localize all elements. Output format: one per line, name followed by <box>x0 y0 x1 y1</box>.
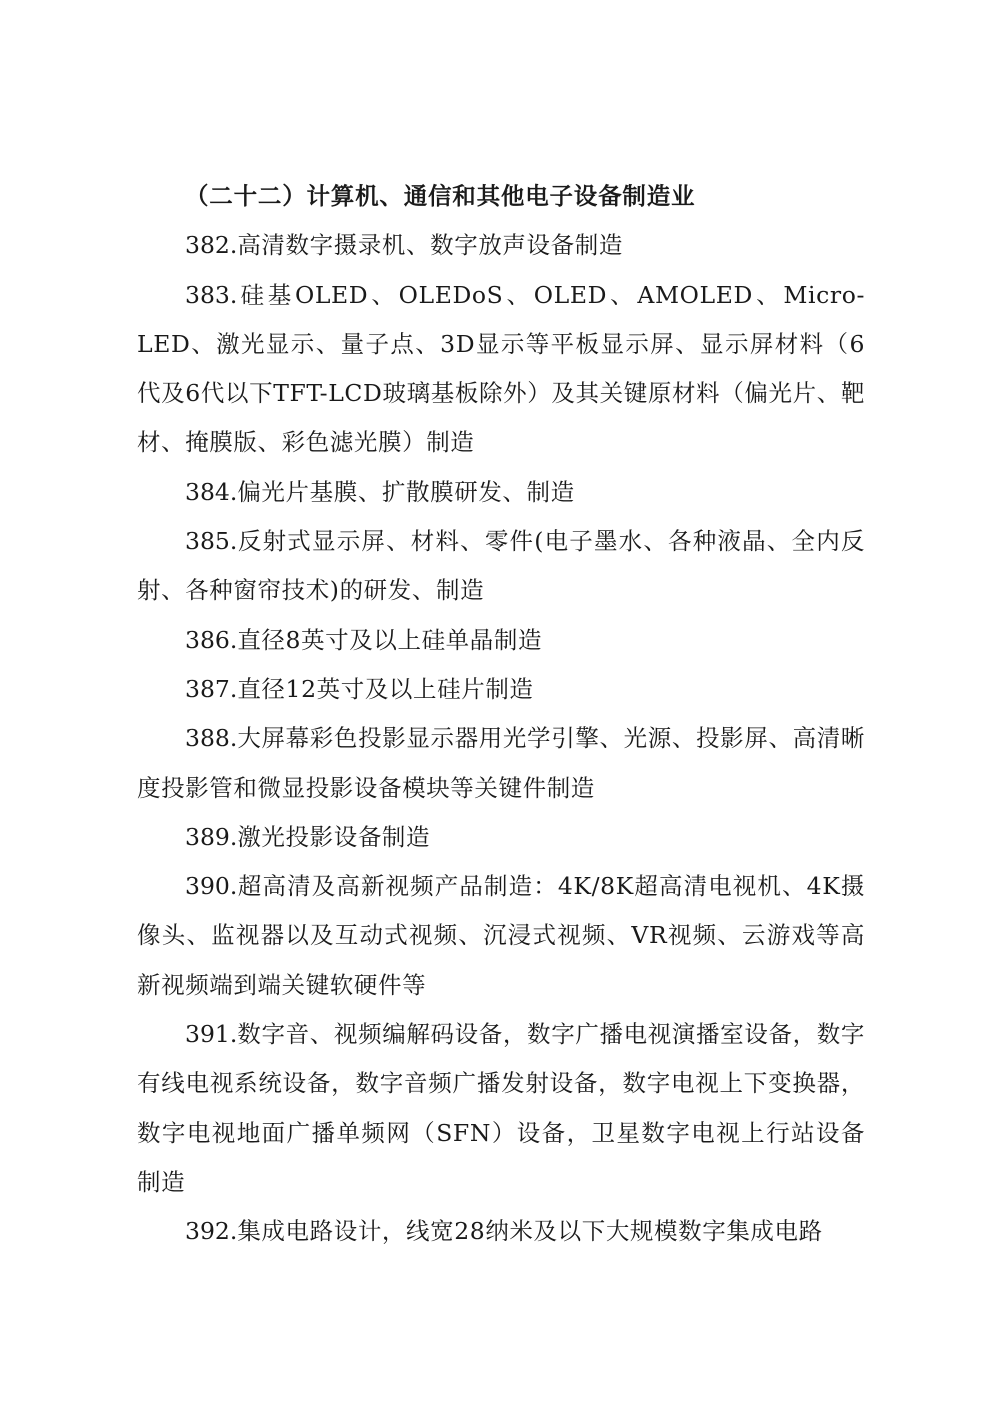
item-text: 数字音、视频编解码设备，数字广播电视演播室设备，数字有线电视系统设备，数字音频广播发射设备，数字电视上下变换器，数字电视地面广播单频网（SFN）设备，卫星数字电视上行站设备制造 <box>137 1020 865 1196</box>
list-item <box>137 862 865 1010</box>
item-text: 硅基OLED、OLEDoS、OLED、AMOLED、Micro-LED、激光显示、量子点、3D显示等平板显示屏、显示屏材料（6代及6代以下TFT-LCD玻璃基板除外）及其关键原材料（偏光片、靶材、掩膜版、彩色滤光膜）制造 <box>137 280 865 457</box>
section-heading: （二十二）计算机、通信和其他电子设备制造业 <box>185 182 696 210</box>
item-number: 387. <box>185 674 238 703</box>
list-item <box>137 665 865 714</box>
item-number: 384. <box>185 477 238 506</box>
document-body <box>137 172 865 1257</box>
item-number: 391. <box>185 1020 238 1049</box>
item-text: 集成电路设计，线宽28纳米及以下大规模数字集成电路 <box>237 1217 823 1246</box>
item-text: 反射式显示屏、材料、零件(电子墨水、各种液晶、全内反射、各种窗帘技术)的研发、制造 <box>137 527 865 605</box>
list-item <box>137 517 865 616</box>
item-text: 超高清及高新视频产品制造：4K/8K超高清电视机、4K摄像头、监视器以及互动式视频、沉浸式视频、VR视频、云游戏等高新视频端到端关键软硬件等 <box>137 872 865 999</box>
item-text: 高清数字摄录机、数字放声设备制造 <box>237 231 623 260</box>
item-text: 直径8英寸及以上硅单晶制造 <box>237 625 543 654</box>
item-number: 388. <box>185 724 238 753</box>
list-item <box>137 1207 865 1256</box>
item-text: 偏光片基膜、扩散膜研发、制造 <box>237 477 575 506</box>
item-text: 直径12英寸及以上硅片制造 <box>237 674 534 703</box>
list-item <box>137 468 865 517</box>
list-item <box>137 1010 865 1207</box>
list-item <box>137 813 865 862</box>
item-text: 大屏幕彩色投影显示器用光学引擎、光源、投影屏、高清晰度投影管和微显投影设备模块等关键件制造 <box>137 724 865 802</box>
list-item <box>137 271 865 468</box>
item-number: 383. <box>185 280 238 309</box>
item-number: 386. <box>185 625 238 654</box>
item-number: 389. <box>185 822 238 851</box>
item-number: 390. <box>185 872 238 901</box>
list-item <box>137 221 865 270</box>
item-text: 激光投影设备制造 <box>237 822 431 851</box>
list-item <box>137 616 865 665</box>
item-number: 385. <box>185 527 238 556</box>
list-item <box>137 714 865 813</box>
item-number: 382. <box>185 231 238 260</box>
item-number: 392. <box>185 1217 238 1246</box>
